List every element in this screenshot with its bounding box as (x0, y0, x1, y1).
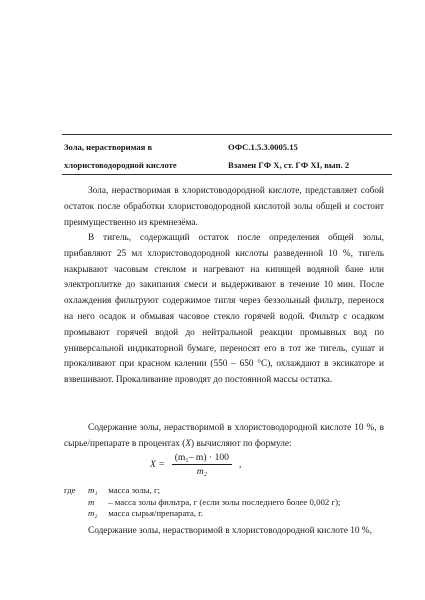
paragraph-content-norm: Содержание золы, нерастворимой в хлористоводородной кислоте 10 %, (88, 526, 372, 536)
monograph-code-block (228, 138, 388, 174)
paragraph-definition-text: Зола, нерастворимая в хлористоводородной кислоте, представляет собой остаток после обработки хлористоводородной кислотой золы общей и состоит преимущественно из кремнезёма. (64, 186, 384, 228)
paragraph-calculation-text (64, 421, 384, 453)
paragraph-calculation (64, 421, 384, 453)
definition-item (88, 485, 384, 497)
ash-formula (150, 452, 241, 477)
definition-symbol: m (88, 496, 95, 507)
definition-item (88, 508, 384, 520)
title-line-2: хлористоводородной кислоте (64, 160, 177, 170)
calc-text-part1: Содержание золы, нерастворимой в хлористоводородной кислоте 10 %, в сырье/препарате в процентах ( (64, 423, 384, 449)
monograph-code: ОФС.1.5.3.0005.15 (228, 142, 298, 152)
where-word: где (64, 485, 76, 495)
title-line-1: Зола, нерастворимая в (64, 142, 153, 152)
header-bottom-rule (62, 174, 392, 175)
formula-lhs: X = (150, 459, 165, 470)
formula-numerator: (m₁– m) · 100 (172, 452, 232, 465)
calc-text-part2: ) вычисляют по формуле: (191, 438, 292, 449)
definition-text: масса золы, г; (108, 485, 161, 495)
definition-symbol: m₂ (88, 508, 98, 518)
definition-item (88, 497, 384, 509)
definition-text: масса сырья/препарата, г. (108, 508, 204, 518)
calc-variable: X (185, 438, 191, 449)
formula-trailing: , (238, 459, 242, 470)
monograph-title (64, 138, 219, 174)
monograph-replaces: Взамен ГФ X, ст. ГФ XI, вып. 2 (228, 160, 350, 170)
paragraph-procedure-text: В тигель, содержащий остаток после определения общей золы, прибавляют 25 мл хлористоводородной кислоты разведенной 10 %, тигель накрывают часовым стеклом и нагревают на кипящей водяной бане или электроплитке до закипания смеси и выдерживают в течение 10 мин. После охлаждения фильтруют содержимое тигля через беззольный фильтр, перенося на него осадок и обмывая часовое стекло горячей водой. Фильтр с осадком промывают горячей водой до нейтральной реакции промывных вод по универсальной индикаторной бумаге, переносят его в тот же тигель, сушат и прокаливают при красном калении (550 – 650 °С), охлаждают в эксикаторе и взвешивают. Прокаливание проводят до постоянной массы остатка. (64, 233, 384, 386)
definition-list (88, 485, 384, 520)
formula-denominator: m₂ (196, 466, 207, 477)
formula-fraction (172, 452, 232, 477)
definition-symbol: m₁ (88, 485, 98, 495)
paragraph-definition (64, 184, 384, 231)
paragraph-procedure (64, 231, 384, 389)
header-top-rule (62, 134, 392, 135)
definition-text: – масса золы фильтра, г (если золы последнего более 0,002 г); (108, 496, 341, 507)
